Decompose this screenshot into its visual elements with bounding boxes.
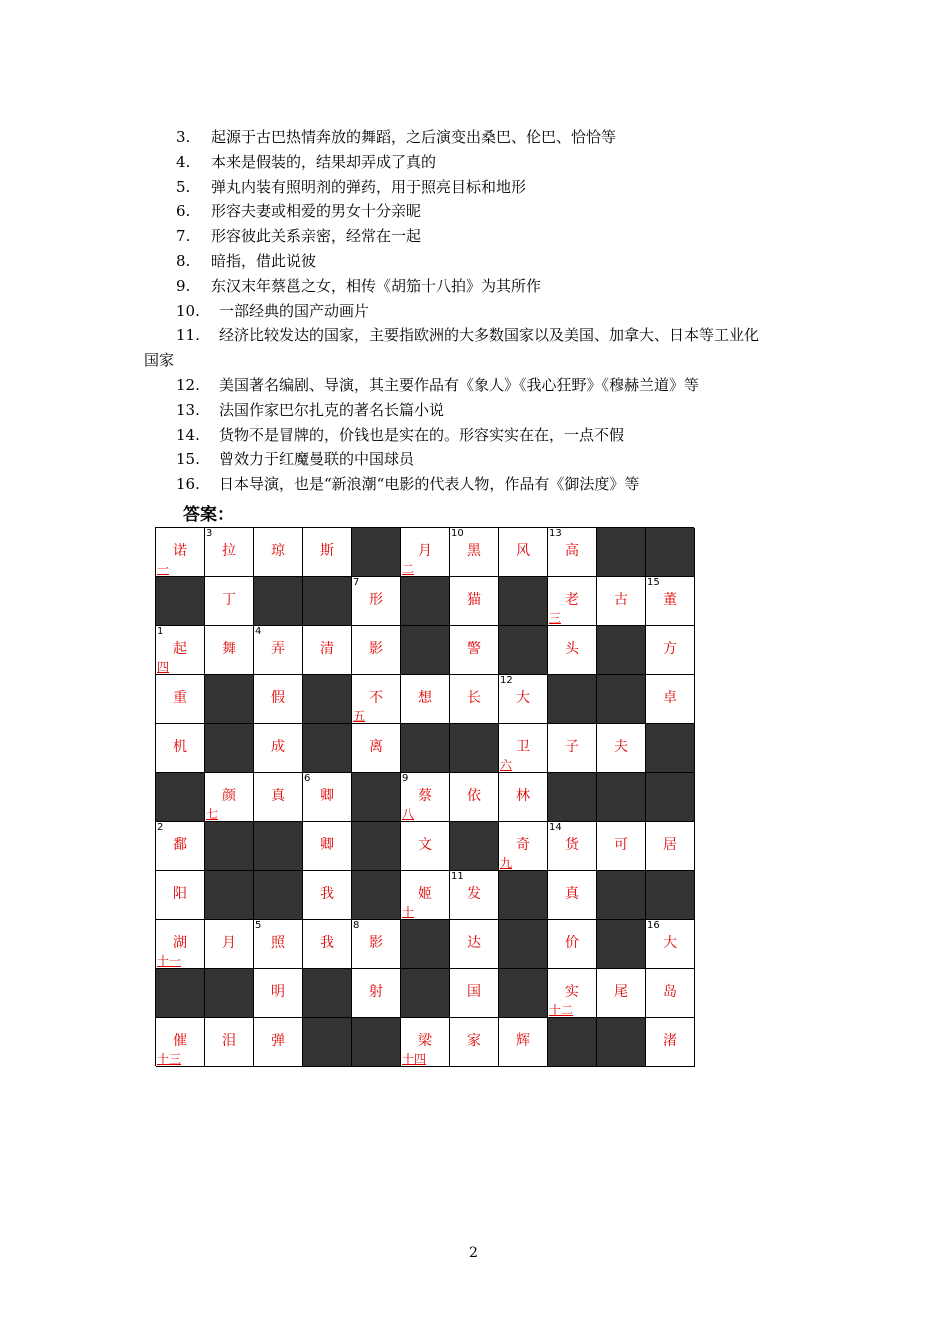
cell-answer-char: 子 <box>565 739 579 755</box>
cell-answer-char: 风 <box>516 543 530 559</box>
grid-cell <box>499 528 548 577</box>
grid-cell <box>401 528 450 577</box>
clue-number: 13. <box>176 400 200 419</box>
cell-across-number: 七 <box>206 807 219 821</box>
cell-answer-char: 辉 <box>516 1033 530 1049</box>
cell-clue-number: 4 <box>255 626 262 637</box>
grid-cell <box>450 577 499 626</box>
grid-cell <box>303 773 352 822</box>
cell-answer-char: 大 <box>516 690 530 706</box>
cell-answer-char: 阳 <box>173 886 187 902</box>
cell-answer-char: 起 <box>173 641 187 657</box>
cell-clue-number: 3 <box>206 528 213 539</box>
clue-text: 美国著名编剧、导演，其主要作品有《象人》《我心狂野》《穆赫兰道》等 <box>219 376 700 394</box>
grid-cell <box>205 528 254 577</box>
grid-cell <box>352 724 401 773</box>
grid-cell <box>401 822 450 871</box>
cell-answer-char: 林 <box>516 788 530 804</box>
grid-cell <box>548 822 597 871</box>
grid-cell-black <box>156 773 205 822</box>
grid-cell <box>156 920 205 969</box>
cell-across-number: 二 <box>402 562 415 576</box>
cell-answer-char: 明 <box>271 984 285 1000</box>
cell-answer-char: 颜 <box>222 788 236 804</box>
cell-across-number: 五 <box>353 709 366 723</box>
clue-text: 形容彼此关系亲密，经常在一起 <box>211 227 422 246</box>
cell-answer-char: 夫 <box>614 739 628 755</box>
cell-clue-number: 7 <box>353 577 360 588</box>
grid-cell <box>156 675 205 724</box>
clue-text: 暗指，借此说彼 <box>211 252 317 270</box>
cell-across-number: 八 <box>402 807 415 821</box>
cell-answer-char: 丁 <box>222 592 236 608</box>
grid-cell <box>548 920 597 969</box>
grid-cell-black <box>597 528 646 577</box>
grid-cell-black <box>205 675 254 724</box>
clue-number: 5. <box>176 177 191 196</box>
clue-text: 法国作家巴尔扎克的著名长篇小说 <box>219 400 445 419</box>
grid-cell-black <box>597 773 646 822</box>
cell-answer-char: 价 <box>565 935 579 951</box>
cell-clue-number: 11 <box>451 871 464 882</box>
grid-cell <box>646 920 695 969</box>
crossword-grid <box>155 527 694 1066</box>
grid-cell-black <box>597 1018 646 1067</box>
grid-cell-black <box>597 920 646 969</box>
cell-answer-char: 影 <box>369 641 383 657</box>
cell-answer-char: 形 <box>369 592 383 608</box>
grid-cell <box>156 871 205 920</box>
clue-text: 本来是假装的，结果却弄成了真的 <box>211 152 437 171</box>
grid-cell <box>205 577 254 626</box>
cell-clue-number: 16 <box>647 920 660 931</box>
grid-cell <box>303 626 352 675</box>
grid-cell <box>499 822 548 871</box>
clue-number: 16. <box>176 475 200 494</box>
clue-number: 14. <box>176 425 200 444</box>
cell-answer-char: 舞 <box>222 641 236 657</box>
cell-answer-char: 姬 <box>418 886 432 902</box>
cell-across-number: 一 <box>157 562 170 576</box>
grid-cell <box>597 822 646 871</box>
grid-cell <box>597 724 646 773</box>
grid-cell <box>646 675 695 724</box>
grid-cell <box>254 724 303 773</box>
cell-answer-char: 长 <box>467 690 481 706</box>
grid-cell-black <box>646 724 695 773</box>
cell-answer-char: 文 <box>418 837 432 853</box>
cell-answer-char: 重 <box>173 690 187 706</box>
cell-answer-char: 卫 <box>516 739 530 755</box>
grid-cell <box>499 1018 548 1067</box>
grid-cell-black <box>646 773 695 822</box>
cell-answer-char: 奇 <box>516 837 530 853</box>
grid-cell-black <box>205 822 254 871</box>
grid-cell-black <box>499 969 548 1018</box>
cell-answer-char: 想 <box>418 690 432 706</box>
grid-cell <box>646 969 695 1018</box>
cell-across-number: 十一 <box>157 954 182 968</box>
grid-cell <box>548 871 597 920</box>
grid-cell <box>303 920 352 969</box>
grid-cell-black <box>254 871 303 920</box>
grid-cell <box>303 871 352 920</box>
cell-answer-char: 尾 <box>614 984 628 1000</box>
clue-number: 10. <box>176 301 200 320</box>
cell-answer-char: 警 <box>467 641 481 657</box>
grid-cell <box>156 528 205 577</box>
grid-cell <box>401 871 450 920</box>
cell-answer-char: 实 <box>565 984 579 1000</box>
cell-answer-char: 家 <box>467 1033 481 1049</box>
grid-cell <box>156 822 205 871</box>
cell-answer-char: 猫 <box>467 592 481 608</box>
grid-cell <box>450 1018 499 1067</box>
grid-cell <box>205 1018 254 1067</box>
cell-answer-char: 居 <box>663 837 677 853</box>
cell-answer-char: 月 <box>418 543 432 559</box>
grid-cell <box>254 528 303 577</box>
cell-answer-char: 斯 <box>320 543 334 559</box>
grid-cell-black <box>352 1018 401 1067</box>
cell-clue-number: 10 <box>451 528 464 539</box>
grid-cell <box>450 871 499 920</box>
grid-cell <box>303 528 352 577</box>
grid-cell <box>254 773 303 822</box>
cell-answer-char: 泪 <box>222 1033 236 1049</box>
grid-cell-black <box>548 773 597 822</box>
grid-cell <box>205 626 254 675</box>
cell-answer-char: 岛 <box>663 984 677 1000</box>
cell-across-number: 十四 <box>402 1052 427 1066</box>
cell-answer-char: 古 <box>614 592 628 608</box>
clue-number: 8. <box>176 252 191 270</box>
clue-continuation: 国家 <box>144 351 175 370</box>
cell-answer-char: 真 <box>271 788 285 804</box>
grid-cell <box>548 626 597 675</box>
cell-answer-char: 梁 <box>418 1033 432 1049</box>
clue-number: 12. <box>176 376 200 394</box>
clue-number: 11. <box>176 326 200 345</box>
clue-text: 弹丸内装有照明剂的弹药，用于照亮目标和地形 <box>211 177 527 196</box>
clue-number: 4. <box>176 152 191 171</box>
grid-cell-black <box>548 675 597 724</box>
grid-cell-black <box>401 626 450 675</box>
cell-answer-char: 弄 <box>271 641 285 657</box>
cell-answer-char: 大 <box>663 935 677 951</box>
clue-text: 日本导演，也是“新浪潮“电影的代表人物，作品有《御法度》等 <box>219 475 640 494</box>
grid-cell-black <box>205 871 254 920</box>
cell-answer-char: 蔡 <box>418 788 432 804</box>
cell-answer-char: 诺 <box>173 543 187 559</box>
grid-cell <box>352 626 401 675</box>
grid-cell <box>303 822 352 871</box>
cell-across-number: 十 <box>402 905 415 919</box>
grid-cell-black <box>450 822 499 871</box>
grid-cell-black <box>156 969 205 1018</box>
grid-cell-black <box>499 871 548 920</box>
cell-across-number: 十三 <box>157 1052 182 1066</box>
cell-answer-char: 高 <box>565 543 579 559</box>
clue-text: 起源于古巴热情奔放的舞蹈，之后演变出桑巴、伦巴、恰恰等 <box>211 128 617 146</box>
grid-cell <box>352 577 401 626</box>
cell-answer-char: 可 <box>614 837 628 853</box>
grid-cell-black <box>499 577 548 626</box>
clue-text: 东汉末年蔡邕之女，相传《胡笳十八拍》为其所作 <box>211 276 542 295</box>
grid-cell <box>401 1018 450 1067</box>
cell-answer-char: 月 <box>222 935 236 951</box>
grid-cell-black <box>401 724 450 773</box>
grid-cell <box>548 724 597 773</box>
grid-cell-black <box>156 577 205 626</box>
grid-cell <box>401 773 450 822</box>
grid-cell <box>450 675 499 724</box>
grid-cell <box>156 1018 205 1067</box>
cell-clue-number: 9 <box>402 773 409 784</box>
cell-answer-char: 货 <box>565 837 579 853</box>
clue-text: 一部经典的国产动画片 <box>219 301 370 320</box>
cell-answer-char: 方 <box>663 641 677 657</box>
grid-cell-black <box>303 724 352 773</box>
cell-answer-char: 老 <box>565 592 579 608</box>
cell-clue-number: 13 <box>549 528 562 539</box>
grid-cell <box>401 675 450 724</box>
cell-answer-char: 清 <box>320 641 334 657</box>
clue-number: 3. <box>176 128 191 146</box>
grid-cell-black <box>597 626 646 675</box>
grid-cell-black <box>303 577 352 626</box>
grid-cell-black <box>401 577 450 626</box>
grid-cell <box>205 773 254 822</box>
cell-across-number: 九 <box>500 856 513 870</box>
cell-answer-char: 拉 <box>222 543 236 559</box>
grid-cell <box>254 1018 303 1067</box>
cell-answer-char: 卿 <box>320 837 334 853</box>
grid-cell <box>499 773 548 822</box>
grid-cell-black <box>646 871 695 920</box>
grid-cell-black <box>352 822 401 871</box>
grid-cell-black <box>254 577 303 626</box>
cell-clue-number: 2 <box>157 822 164 833</box>
grid-cell <box>597 969 646 1018</box>
cell-answer-char: 头 <box>565 641 579 657</box>
grid-cell <box>548 528 597 577</box>
grid-cell-black <box>401 969 450 1018</box>
cell-answer-char: 催 <box>173 1033 187 1049</box>
cell-answer-char: 湖 <box>173 935 187 951</box>
grid-cell-black <box>303 969 352 1018</box>
clue-text: 货物不是冒牌的，价钱也是实在的。形容实实在在，一点不假 <box>219 425 625 444</box>
grid-cell-black <box>352 871 401 920</box>
grid-cell <box>352 920 401 969</box>
cell-across-number: 六 <box>500 758 513 772</box>
grid-cell-black <box>352 773 401 822</box>
grid-cell-black <box>401 920 450 969</box>
grid-cell <box>352 969 401 1018</box>
cell-across-number: 十二 <box>549 1003 574 1017</box>
grid-cell <box>499 675 548 724</box>
grid-cell <box>254 920 303 969</box>
cell-answer-char: 董 <box>663 592 677 608</box>
grid-cell <box>254 626 303 675</box>
cell-answer-char: 离 <box>369 739 383 755</box>
cell-clue-number: 12 <box>500 675 513 686</box>
grid-cell <box>450 626 499 675</box>
grid-cell <box>646 626 695 675</box>
clue-number: 15. <box>176 450 200 469</box>
cell-answer-char: 依 <box>467 788 481 804</box>
cell-answer-char: 真 <box>565 886 579 902</box>
cell-answer-char: 我 <box>320 886 334 902</box>
grid-cell-black <box>548 1018 597 1067</box>
grid-cell-black <box>205 724 254 773</box>
clue-text: 形容夫妻或相爱的男女十分亲昵 <box>211 202 422 221</box>
cell-answer-char: 黑 <box>467 543 481 559</box>
cell-clue-number: 15 <box>647 577 660 588</box>
grid-cell <box>646 822 695 871</box>
grid-cell <box>646 1018 695 1067</box>
clue-number: 6. <box>176 202 191 221</box>
grid-cell <box>450 528 499 577</box>
cell-answer-char: 射 <box>369 984 383 1000</box>
grid-cell-black <box>646 528 695 577</box>
cell-answer-char: 影 <box>369 935 383 951</box>
cell-clue-number: 1 <box>157 626 164 637</box>
grid-cell <box>156 626 205 675</box>
grid-cell <box>352 675 401 724</box>
cell-answer-char: 琼 <box>271 543 285 559</box>
cell-answer-char: 照 <box>271 935 285 951</box>
clue-number: 7. <box>176 227 191 246</box>
grid-cell <box>646 577 695 626</box>
cell-answer-char: 成 <box>271 739 285 755</box>
clue-number: 9. <box>176 276 191 295</box>
grid-cell-black <box>597 675 646 724</box>
grid-cell <box>254 675 303 724</box>
cell-clue-number: 6 <box>304 773 311 784</box>
grid-cell <box>254 969 303 1018</box>
cell-answer-char: 鄱 <box>173 837 187 853</box>
grid-cell-black <box>205 969 254 1018</box>
cell-answer-char: 达 <box>467 935 481 951</box>
grid-cell <box>548 577 597 626</box>
grid-cell-black <box>303 1018 352 1067</box>
cell-answer-char: 发 <box>467 886 481 902</box>
grid-cell-black <box>499 920 548 969</box>
grid-cell <box>548 969 597 1018</box>
cell-answer-char: 卓 <box>663 690 677 706</box>
grid-cell-black <box>352 528 401 577</box>
cell-clue-number: 5 <box>255 920 262 931</box>
cell-answer-char: 我 <box>320 935 334 951</box>
page-number: 2 <box>469 1245 478 1261</box>
grid-cell <box>450 920 499 969</box>
cell-answer-char: 渚 <box>663 1033 677 1049</box>
cell-clue-number: 14 <box>549 822 562 833</box>
cell-across-number: 四 <box>157 660 170 674</box>
grid-cell <box>450 969 499 1018</box>
cell-clue-number: 8 <box>353 920 360 931</box>
cell-answer-char: 不 <box>369 690 383 706</box>
grid-cell-black <box>450 724 499 773</box>
answer-heading: 答案： <box>183 505 234 525</box>
grid-cell-black <box>499 626 548 675</box>
grid-cell-black <box>303 675 352 724</box>
cell-answer-char: 国 <box>467 984 481 1000</box>
clue-text: 曾效力于红魔曼联的中国球员 <box>219 450 415 469</box>
grid-cell <box>156 724 205 773</box>
grid-cell <box>450 773 499 822</box>
cell-answer-char: 卿 <box>320 788 334 804</box>
cell-across-number: 三 <box>549 611 562 625</box>
cell-answer-char: 假 <box>271 690 285 706</box>
grid-cell <box>597 577 646 626</box>
cell-answer-char: 弹 <box>271 1033 285 1049</box>
cell-answer-char: 机 <box>173 739 187 755</box>
grid-cell <box>499 724 548 773</box>
grid-cell-black <box>597 871 646 920</box>
grid-cell-black <box>254 822 303 871</box>
clue-text: 经济比较发达的国家，主要指欧洲的大多数国家以及美国、加拿大、日本等工业化 <box>219 326 760 345</box>
grid-cell <box>205 920 254 969</box>
